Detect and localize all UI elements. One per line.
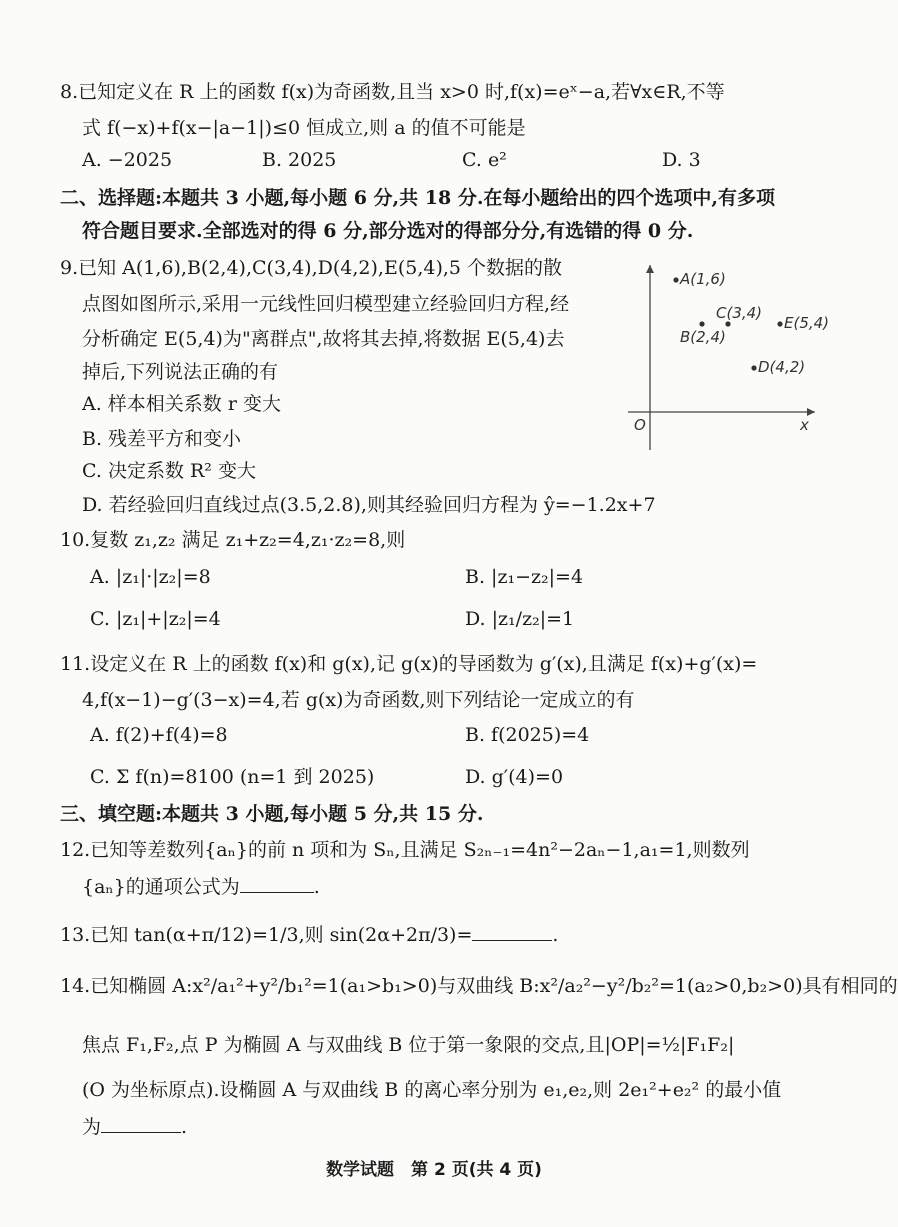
q13-line1 <box>60 922 558 947</box>
q11-option-a: A. f(2)+f(4)=8 <box>90 724 228 746</box>
q8-option-a: A. −2025 <box>82 149 173 171</box>
page-footer: 数学试题 第 2 页(共 4 页) <box>326 1160 542 1180</box>
q14-line1: 14.已知椭圆 A:x²/a₁²+y²/b₁²=1(a₁>b₁>0)与双曲线 B:x²/a₂²−y²/b₂²=1(a₂>0,b₂>0)具有相同的 <box>60 975 898 997</box>
scatter-point-3 <box>751 365 756 370</box>
q9-line2: 点图如图所示,采用一元线性回归模型建立经验回归方程,经 <box>82 293 570 315</box>
q11-option-c: C. Σ f(n)=8100 (n=1 到 2025) <box>90 766 375 788</box>
q10-option-a: A. |z₁|·|z₂|=8 <box>90 566 211 588</box>
scatter-point-label-4: E(5,4) <box>784 314 830 332</box>
q9-option-c: C. 决定系数 R² 变大 <box>82 460 256 482</box>
q10-option-d: D. |z₁/z₂|=1 <box>465 608 575 630</box>
q11-option-b: B. f(2025)=4 <box>465 724 590 746</box>
x-axis-arrow <box>807 408 815 416</box>
q8-line1: 8.已知定义在 R 上的函数 f(x)为奇函数,且当 x>0 时,f(x)=eˣ−a,若∀x∈R,不等 <box>60 81 725 103</box>
q9-line3: 分析确定 E(5,4)为"离群点",故将其去掉,将数据 E(5,4)去 <box>82 328 565 350</box>
q9-line1: 9.已知 A(1,6),B(2,4),C(3,4),D(4,2),E(5,4),5 个数据的散 <box>60 257 563 279</box>
q14-line4 <box>82 1114 187 1139</box>
scatter-point-2 <box>725 321 730 326</box>
q14-line-end: . <box>181 1116 188 1138</box>
q10-option-b: B. |z₁−z₂|=4 <box>465 566 584 588</box>
q9-option-a: A. 样本相关系数 r 变大 <box>82 393 281 415</box>
q12-line2 <box>82 874 320 899</box>
scatter-point-label-0: A(1,6) <box>680 270 726 288</box>
q14-line3: (O 为坐标原点).设椭圆 A 与双曲线 B 的离心率分别为 e₁,e₂,则 2e₁²+e₂² 的最小值 <box>82 1079 782 1101</box>
q9-option-b: B. 残差平方和变小 <box>82 428 242 450</box>
y-axis-arrow <box>646 265 654 273</box>
q13-text: 13.已知 tan(α+π/12)=1/3,则 sin(2α+2π/3)= <box>60 924 473 946</box>
q13-line-end: . <box>552 924 559 946</box>
q9-line4: 掉后,下列说法正确的有 <box>82 361 279 383</box>
q14-line2: 焦点 F₁,F₂,点 P 为椭圆 A 与双曲线 B 位于第一象限的交点,且|OP|=½|F₁F₂| <box>82 1034 735 1056</box>
q14-line4-text: 为 <box>82 1116 102 1138</box>
scatter-point-1 <box>699 321 704 326</box>
q10-option-c: C. |z₁|+|z₂|=4 <box>90 608 221 630</box>
q8-option-b: B. 2025 <box>262 149 337 171</box>
section3-heading: 三、填空题:本题共 3 小题,每小题 5 分,共 15 分. <box>60 803 484 825</box>
q12-line2-text: {aₙ}的通项公式为 <box>82 876 240 898</box>
q10-stem: 10.复数 z₁,z₂ 满足 z₁+z₂=4,z₁·z₂=8,则 <box>60 529 406 551</box>
scatter-point-0 <box>673 277 678 282</box>
q9-scatter-plot <box>620 255 830 450</box>
scatter-point-4 <box>777 321 782 326</box>
section2-heading-line1: 二、选择题:本题共 3 小题,每小题 6 分,共 18 分.在每小题给出的四个选项中,有多项 <box>60 187 776 209</box>
q8-option-d: D. 3 <box>662 149 701 171</box>
q9-option-d: D. 若经验回归直线过点(3.5,2.8),则其经验回归方程为 ŷ=−1.2x+7 <box>82 494 656 516</box>
x-axis-label: x <box>800 416 809 434</box>
q12-answer-blank[interactable] <box>240 874 314 893</box>
origin-label: O <box>634 416 646 434</box>
section2-heading-line2: 符合题目要求.全部选对的得 6 分,部分选对的得部分分,有选错的得 0 分. <box>82 220 694 242</box>
scatter-point-label-2: C(3,4) <box>716 304 763 322</box>
scatter-point-label-3: D(4,2) <box>758 358 806 376</box>
q8-option-c: C. e² <box>462 149 507 171</box>
q11-line1: 11.设定义在 R 上的函数 f(x)和 g(x),记 g(x)的导函数为 g′(x),且满足 f(x)+g′(x)= <box>60 653 758 675</box>
q14-answer-blank[interactable] <box>101 1114 181 1133</box>
q13-answer-blank[interactable] <box>472 922 552 941</box>
scatter-point-label-1: B(2,4) <box>680 328 726 346</box>
q12-line1: 12.已知等差数列{aₙ}的前 n 项和为 Sₙ,且满足 S₂ₙ₋₁=4n²−2aₙ−1,a₁=1,则数列 <box>60 839 750 861</box>
q8-line2: 式 f(−x)+f(x−|a−1|)≤0 恒成立,则 a 的值不可能是 <box>82 117 526 139</box>
q11-option-d: D. g′(4)=0 <box>465 766 564 788</box>
q11-line2: 4,f(x−1)−g′(3−x)=4,若 g(x)为奇函数,则下列结论一定成立的有 <box>82 689 635 711</box>
q12-line-end: . <box>313 876 320 898</box>
